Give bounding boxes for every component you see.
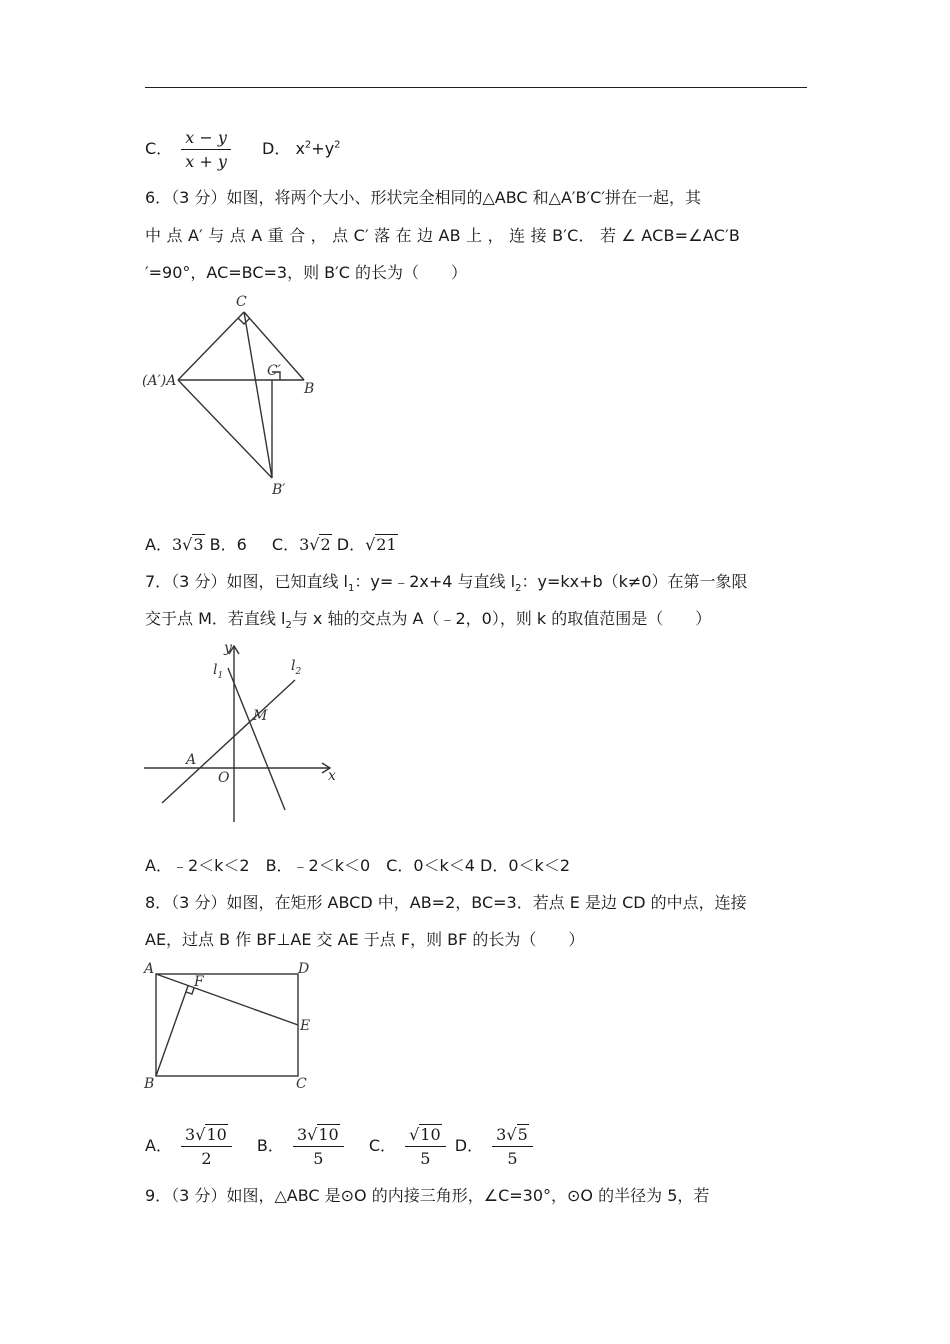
q6-line-1: 6．（3 分）如图，将两个大小、形状完全相同的△ABC 和△A′B′C′拼在一起，其: [145, 188, 701, 207]
q6-line-2: 中 点 A′ 与 点 A 重 合 ， 点 C′ 落 在 边 AB 上 ， 连 接 B′C． 若 ∠ ACB=∠AC′B: [145, 226, 741, 245]
q6-option-a-sqrt: √3: [182, 535, 204, 554]
q6-label-c: C: [236, 294, 247, 310]
q5-options: [145, 128, 341, 171]
q8-option-d-label: D．: [454, 1136, 484, 1156]
q5-option-c-label: C．: [145, 139, 173, 159]
q6-option-b-label: B．: [209, 535, 237, 554]
q8-line-1: 8．（3 分）如图，在矩形 ABCD 中，AB=2，BC=3．若点 E 是边 CD 的中点，连接: [145, 893, 747, 912]
header-rule: [145, 87, 807, 88]
q6-right-angle-c: [238, 318, 250, 324]
q8-option-a-label: A．: [145, 1136, 172, 1156]
q6-line-3: ′=90°，AC=BC=3，则 B′C 的长为（ ）: [145, 263, 468, 282]
q8-options: [145, 1125, 537, 1168]
q6-figure: [140, 292, 330, 502]
q8-label-e: E: [300, 1018, 311, 1034]
q8-option-b-label: B．: [256, 1136, 284, 1156]
q6-label-b: B: [304, 381, 315, 397]
q8-figure: [140, 958, 320, 1093]
q7-label-a: A: [186, 752, 197, 768]
q6-option-c-coef: 3: [299, 535, 310, 554]
q6-option-d-sqrt: √21: [365, 535, 397, 554]
q8-label-b: B: [144, 1076, 155, 1092]
q7-label-o: O: [218, 770, 230, 786]
q5-option-d-label: D．: [262, 139, 291, 159]
q7-options: A．﹣2＜k＜2 B．﹣2＜k＜0 C．0＜k＜4 D．0＜k＜2: [145, 856, 571, 875]
q6-segment-ac: [178, 312, 244, 380]
q5-option-c-denominator: x + y: [185, 152, 227, 172]
q8-label-f: F: [194, 974, 204, 990]
q8-label-c: C: [296, 1076, 307, 1092]
q5-option-c-fraction: [181, 128, 231, 171]
q5-option-c-numerator: x − y: [181, 128, 231, 150]
q7-label-l2: $l_2$: [291, 658, 302, 677]
q6-option-d-label: D．: [336, 535, 366, 554]
q5-option-d-text: $x^2+y^2$: [295, 139, 341, 159]
q6-option-c-sqrt: √2: [309, 535, 331, 554]
q8-option-c-label: C．: [368, 1136, 396, 1156]
q8-option-b-fraction: $\frac{3√10}{5}$: [293, 1125, 344, 1168]
q7-line-l1: [228, 668, 285, 810]
q8-label-a: A: [144, 961, 155, 977]
q7-label-m: M: [253, 708, 268, 724]
q8-label-d: D: [298, 961, 310, 977]
q6-label-c-prime: C′: [267, 363, 281, 379]
q6-label-a: (A′)A: [142, 373, 177, 389]
q7-label-x: x: [328, 768, 336, 784]
q8-rectangle-abcd: [156, 974, 298, 1076]
q8-option-a-fraction: $\frac{3√10}{2}$: [181, 1125, 232, 1168]
q6-options: [145, 535, 398, 554]
q6-option-c-label: C．: [271, 535, 300, 554]
q8-segment-bf: [156, 986, 188, 1076]
q7-label-l1: $l_1$: [213, 662, 224, 681]
q8-option-c-fraction: $\frac{√10}{5}$: [405, 1125, 446, 1168]
q7-line-1: 7．（3 分）如图，已知直线 $l_1$：y=﹣2x+4 与直线 $l_2$：y=kx+b（k≠0）在第一象限: [145, 572, 748, 595]
q9-line-1: 9．（3 分）如图，△ABC 是⊙O 的内接三角形，∠C=30°，⊙O 的半径为 5，若: [145, 1186, 710, 1205]
q6-label-b-prime: B′: [272, 482, 286, 498]
q6-option-a-coef: 3: [171, 535, 183, 554]
q7-line-2: 交于点 M．若直线 $l_2$与 x 轴的交点为 A（﹣2，0），则 k 的取值范围是（ ）: [145, 609, 712, 632]
q8-line-2: AE，过点 B 作 BF⊥AE 交 AE 于点 F，则 BF 的长为（ ）: [145, 930, 585, 949]
q7-figure: [140, 638, 345, 828]
q8-option-d-fraction: $\frac{3√5}{5}$: [492, 1125, 533, 1168]
q6-option-a-label: A．: [145, 535, 172, 554]
q7-label-y: y: [224, 640, 232, 656]
q6-option-b-value: 6: [236, 535, 247, 554]
